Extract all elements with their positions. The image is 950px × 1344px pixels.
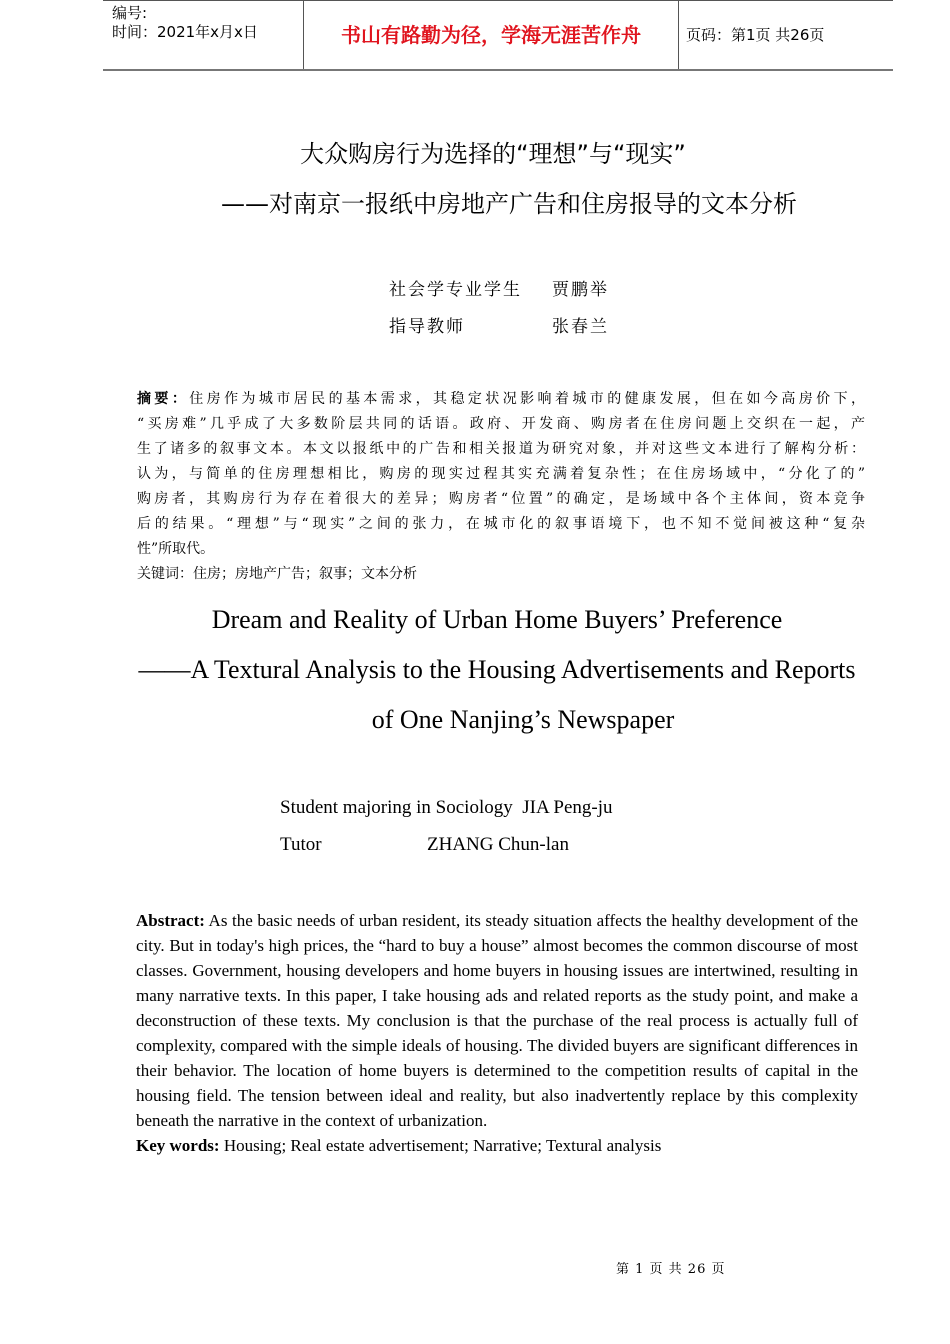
abstract-en <box>136 908 858 1158</box>
author-role-en: Student majoring in Sociology <box>280 797 513 818</box>
keywords-cn-label: 关键词： <box>137 566 193 582</box>
abstract-cn-line: 认为，与简单的住房理想相比，购房的现实过程其实充满着复杂性；在住房场域中，“分化了的” <box>137 466 865 482</box>
subtitle-en-line2: of One Nanjing’s Newspaper <box>371 705 675 734</box>
keywords-en-text: Housing; Real estate advertisement; Narrative; Textural analysis <box>219 1136 662 1155</box>
abstract-en-line: beneath the narrative in the context of urbanization. <box>136 1111 488 1130</box>
abstract-en-line: classes. Government, housing developers and home buyers in housing issues are intertwined, resulting in <box>136 961 858 980</box>
title-en: Dream and Reality of Urban Home Buyers’ Preference <box>211 605 783 634</box>
header-motto: 书山有路勤为径，学海无涯苦作舟 <box>303 1 679 69</box>
abstract-cn-line: 生了诸多的叙事文本。本文以报纸中的广告和相关报道为研究对象，并对这些文本进行了解构分析： <box>137 441 865 457</box>
subtitle-en-line1: ——A Textural Analysis to the Housing Advertisements and Reports <box>138 655 856 684</box>
tutor-role-en: Tutor <box>280 834 322 855</box>
abstract-en-line: many narrative texts. In this paper, I take housing ads and related reports as the study point, and make a <box>136 986 858 1005</box>
tutor-name-en: ZHANG Chun-lan <box>427 834 569 855</box>
abstract-en-line: complexity, compared with the simple ideals of housing. The divided buyers are significant differences in <box>136 1036 858 1055</box>
abstract-en-label: Abstract: <box>136 911 205 930</box>
title-cn: 大众购房行为选择的“理想”与“现实” <box>300 140 686 168</box>
abstract-en-line: their behavior. The location of home buyers is determined to the competition results of capital in the <box>136 1061 858 1080</box>
number-label: 编号: <box>112 4 148 22</box>
header-page-info: 页码：第1页 共26页 <box>686 26 825 44</box>
abstract-en-line: city. But in today's high prices, the “hard to buy a house” almost becomes the common discourse of most <box>136 936 858 955</box>
page-header <box>103 0 893 71</box>
subtitle-cn: ——对南京一报纸中房地产广告和住房报导的文本分析 <box>221 190 797 218</box>
abstract-cn-line: 住房作为城市居民的基本需求，其稳定状况影响着城市的健康发展，但在如今高房价下， <box>189 391 866 407</box>
abstract-en-line: deconstruction of these texts. My conclusion is that the purchase of the real process is actually full of <box>136 1011 858 1030</box>
author-role-cn: 社会学专业学生 <box>389 280 522 300</box>
keywords-cn-text: 住房；房地产广告；叙事；文本分析 <box>193 566 417 582</box>
keywords-en-label: Key words: <box>136 1136 220 1155</box>
keywords-cn <box>137 562 865 587</box>
tutor-role-cn: 指导教师 <box>389 317 465 337</box>
author-name-en: JIA Peng-ju <box>522 797 613 818</box>
header-meta <box>103 1 303 69</box>
abstract-cn <box>137 387 865 587</box>
abstract-cn-line: 性”所取代。 <box>137 541 215 557</box>
abstract-cn-line: “买房难”几乎成了大多数阶层共同的话语。政府、开发商、购房者在住房问题上交织在一起，产 <box>137 416 865 432</box>
page-footer: 第 1 页 共 26 页 <box>616 1262 726 1277</box>
abstract-cn-line: 购房者，其购房行为存在着很大的差异；购房者“位置”的确定，是场域中各个主体间，资本竞争 <box>137 491 865 507</box>
abstract-en-line: As the basic needs of urban resident, its steady situation affects the healthy development of the <box>204 911 858 930</box>
keywords-en <box>136 1133 858 1158</box>
abstract-cn-line: 后的结果。“理想”与“现实”之间的张力，在城市化的叙事语境下，也不知不觉间被这种“复杂 <box>137 516 865 532</box>
author-name-cn: 贾鹏举 <box>552 280 609 300</box>
time-label: 时间：2021年x月x日 <box>112 23 258 41</box>
tutor-name-cn: 张春兰 <box>552 317 609 337</box>
abstract-cn-label: 摘要： <box>137 391 190 407</box>
abstract-en-line: housing field. The tension between ideal and reality, but also inadvertently replace by this complexity <box>136 1086 858 1105</box>
